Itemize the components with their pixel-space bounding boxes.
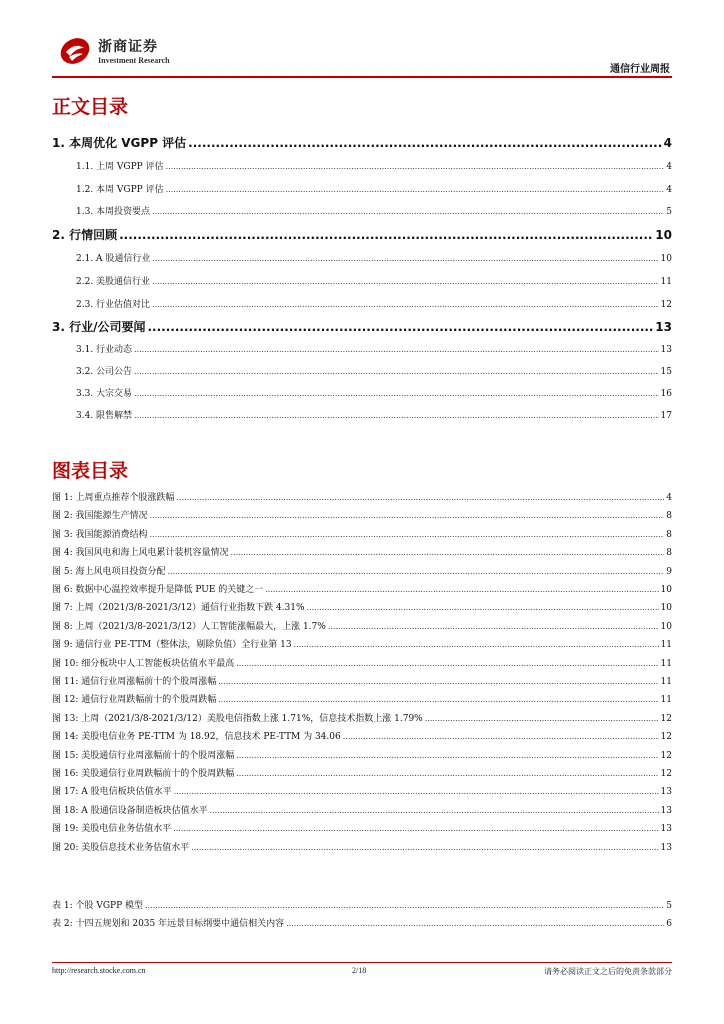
table-entry-label: 表 2: 十四五规划和 2035 年远景目标纲要中通信相关内容 — [52, 919, 285, 929]
figure-entry-label: 图 6: 数据中心温控效率提升是降低 PUE 的关键之一 — [52, 585, 264, 595]
figure-entry-label: 图 1: 上周重点推荐个股涨跌幅 — [52, 493, 175, 503]
leader-dots — [176, 493, 664, 502]
figure-entry-label: 图 18: A 股通信设备制造板块估值水平 — [52, 805, 208, 816]
toc-title: 正文目录 — [52, 96, 129, 118]
toc-entry-page: 11 — [660, 277, 672, 287]
leader-dots — [425, 714, 659, 723]
figure-entry[interactable] — [52, 784, 672, 797]
leader-dots — [191, 843, 658, 852]
toc-entry-page: 4 — [663, 136, 672, 150]
figure-entry-label: 图 13: 上周（2021/3/8-2021/3/12）美股电信指数上涨 1.71%，信息技术指数上涨 1.79% — [52, 713, 423, 724]
figure-entry-page: 12 — [660, 769, 672, 779]
figure-entry-page: 13 — [660, 805, 672, 816]
toc-entry-page: 12 — [660, 300, 672, 310]
figure-entry-label: 图 14: 美股电信业务 PE-TTM 为 18.92，信息技术 PE-TTM 为 34.06 — [52, 732, 341, 743]
leader-dots — [294, 640, 659, 649]
toc-entry-label: 3.3. 大宗交易 — [76, 389, 133, 399]
figure-entry-label: 图 3: 我国能源消费结构 — [52, 529, 148, 540]
toc-entry[interactable] — [52, 408, 672, 421]
figure-entry-page: 13 — [660, 824, 672, 835]
table-entry-label: 表 1: 个股 VGPP 模型 — [52, 901, 144, 911]
figure-entry-page: 10 — [660, 603, 672, 614]
figure-entry[interactable] — [52, 527, 672, 540]
figure-entry[interactable] — [52, 637, 672, 650]
toc-entry[interactable] — [52, 318, 672, 335]
leader-dots — [147, 320, 653, 334]
table-entry-page: 5 — [666, 901, 672, 911]
figure-entry-page: 8 — [666, 529, 672, 540]
leader-dots — [174, 787, 659, 796]
figure-entry-page: 8 — [666, 511, 672, 522]
figure-entry[interactable] — [52, 821, 672, 834]
figure-entry[interactable] — [52, 729, 672, 742]
toc-entry[interactable] — [52, 364, 672, 377]
figure-entry[interactable] — [52, 656, 672, 669]
table-entry[interactable] — [52, 898, 672, 911]
leader-dots — [218, 695, 658, 704]
leader-dots — [119, 228, 653, 242]
toc-entry-page: 10 — [655, 228, 672, 242]
figure-entry-page: 12 — [660, 713, 672, 724]
leader-dots — [152, 254, 658, 263]
toc-entry-label: 2.2. 美股通信行业 — [76, 277, 151, 287]
footer-disclaimer: 请务必阅读正文之后的免责条款部分 — [544, 967, 672, 976]
figure-entry-label: 图 19: 美股电信业务估值水平 — [52, 824, 172, 835]
toc-entry-label: 3.2. 公司公告 — [76, 367, 133, 377]
brand-name-cn: 浙商证券 — [98, 39, 158, 55]
toc-entry-label: 2.3. 行业估值对比 — [76, 300, 151, 310]
toc-entry-page: 5 — [666, 207, 672, 217]
header-divider — [52, 76, 672, 78]
toc-entry-label: 1.1. 上周 VGPP 评估 — [76, 162, 164, 172]
toc-entry-label: 2. 行情回顾 — [52, 228, 118, 242]
leader-dots — [230, 548, 664, 557]
figure-entry[interactable] — [52, 619, 672, 632]
figure-entry-page: 11 — [660, 658, 672, 669]
leader-dots — [236, 751, 658, 760]
leader-dots — [166, 185, 665, 194]
leader-dots — [218, 677, 658, 686]
figure-entry-label: 图 12: 通信行业周跌幅前十的个股周跌幅 — [52, 695, 217, 706]
figure-entry-page: 11 — [660, 695, 672, 706]
leader-dots — [145, 901, 664, 910]
figure-entry-page: 10 — [660, 621, 672, 632]
figure-entry-label: 图 20: 美股信息技术业务估值水平 — [52, 842, 190, 853]
logo-icon — [58, 34, 92, 68]
leader-dots — [134, 411, 659, 420]
figure-entry[interactable] — [52, 490, 672, 503]
leader-dots — [236, 769, 658, 778]
figure-entry[interactable] — [52, 840, 672, 853]
toc-entry-label: 1.3. 本周投资要点 — [76, 207, 151, 217]
figure-entry-label: 图 11: 通信行业周涨幅前十的个股周涨幅 — [52, 677, 217, 687]
leader-dots — [167, 567, 664, 576]
leader-dots — [188, 136, 661, 150]
figure-entry-page: 12 — [660, 750, 672, 761]
footer-divider — [52, 962, 672, 963]
leader-dots — [134, 345, 659, 354]
figure-entry-label: 图 9: 通信行业 PE-TTM（整体法，剔除负值）全行业第 13 — [52, 640, 292, 651]
figure-entry[interactable] — [52, 564, 672, 577]
leader-dots — [166, 162, 665, 171]
figure-entry[interactable] — [52, 766, 672, 779]
toc-entry[interactable] — [52, 226, 672, 243]
figure-entry-label: 图 7: 上周（2021/3/8-2021/3/12）通信行业指数下跌 4.31% — [52, 603, 305, 614]
toc-entry-label: 3.1. 行业动态 — [76, 345, 133, 355]
figure-entry-label: 图 17: A 股电信板块估值水平 — [52, 787, 172, 798]
leader-dots — [149, 530, 664, 539]
figure-entry[interactable] — [52, 582, 672, 595]
page-header — [52, 30, 672, 76]
figure-entry[interactable] — [52, 545, 672, 558]
toc-entry[interactable] — [52, 342, 672, 355]
report-type: 通信行业周报 — [610, 64, 670, 75]
leader-dots — [236, 659, 658, 668]
table-entry[interactable] — [52, 916, 672, 929]
toc-entry[interactable] — [52, 297, 672, 310]
toc-entry-page: 13 — [660, 345, 672, 355]
figure-entry-label: 图 8: 上周（2021/3/8-2021/3/12）人工智能涨幅最大，上涨 1.7% — [52, 621, 326, 632]
figure-entry-page: 12 — [660, 732, 672, 743]
leader-dots — [134, 389, 659, 398]
toc-entry-label: 1.2. 本周 VGPP 评估 — [76, 185, 164, 195]
leader-dots — [286, 919, 664, 928]
leader-dots — [134, 367, 659, 376]
figure-entry[interactable] — [52, 711, 672, 724]
toc-entry-page: 16 — [660, 389, 672, 399]
figure-entry-label: 图 2: 我国能源生产情况 — [52, 511, 148, 522]
figure-entry-label: 图 15: 美股通信行业周涨幅前十的个股周涨幅 — [52, 750, 235, 761]
leader-dots — [152, 277, 659, 286]
toc-entry-label: 3.4. 限售解禁 — [76, 411, 133, 421]
figure-entry[interactable] — [52, 674, 672, 687]
figure-entry[interactable] — [52, 748, 672, 761]
toc-entry-page: 17 — [660, 411, 672, 421]
toc-entry[interactable] — [52, 386, 672, 399]
toc-entry-label: 1. 本周优化 VGPP 评估 — [52, 136, 187, 150]
leader-dots — [149, 511, 664, 520]
leader-dots — [152, 207, 664, 216]
figure-entry[interactable] — [52, 692, 672, 705]
toc-entry[interactable] — [52, 251, 672, 264]
leader-dots — [328, 622, 659, 631]
footer-url[interactable]: http://research.stocke.com.cn — [52, 966, 146, 975]
leader-dots — [152, 300, 659, 309]
figure-entry-label: 图 10: 细分板块中人工智能板块估值水平最高 — [52, 658, 235, 669]
toc-entry-page: 4 — [666, 162, 672, 172]
figure-entry[interactable] — [52, 803, 672, 816]
toc-entry-page: 15 — [660, 367, 672, 377]
toc-entry[interactable] — [52, 134, 672, 151]
figure-entry-page: 11 — [660, 677, 672, 687]
toc-entry[interactable] — [52, 204, 672, 217]
figure-entry-page: 4 — [666, 493, 672, 503]
figure-entry-page: 11 — [660, 640, 672, 651]
toc-entry-page: 10 — [660, 254, 672, 264]
toc-entry-page: 13 — [655, 320, 672, 334]
figure-entry[interactable] — [52, 508, 672, 521]
leader-dots — [307, 603, 659, 612]
toc-entry-label: 2.1. A 股通信行业 — [76, 254, 151, 264]
leader-dots — [343, 732, 659, 741]
figure-entry-label: 图 5: 海上风电项目投资分配 — [52, 566, 166, 577]
toc-entry[interactable] — [52, 274, 672, 287]
figure-entry-page: 8 — [666, 548, 672, 559]
leader-dots — [210, 806, 659, 815]
toc-entry-page: 4 — [666, 185, 672, 195]
figures-title: 图表目录 — [52, 460, 129, 482]
footer-page-number: 2/18 — [352, 966, 367, 975]
table-entry-page: 6 — [666, 919, 672, 929]
toc-entry[interactable] — [52, 182, 672, 195]
figure-entry[interactable] — [52, 600, 672, 613]
toc-entry[interactable] — [52, 159, 672, 172]
leader-dots — [173, 824, 658, 833]
leader-dots — [265, 585, 658, 594]
brand-name-en: Investment Research — [98, 56, 170, 65]
figure-entry-label: 图 4: 我国风电和海上风电累计装机容量情况 — [52, 548, 229, 559]
toc-entry-label: 3. 行业/公司要闻 — [52, 320, 146, 334]
figure-entry-page: 10 — [660, 585, 672, 595]
figure-entry-page: 13 — [660, 842, 672, 853]
figure-entry-page: 9 — [666, 566, 672, 577]
figure-entry-label: 图 16: 美股通信行业周跌幅前十的个股周跌幅 — [52, 769, 235, 779]
figure-entry-page: 13 — [660, 787, 672, 798]
